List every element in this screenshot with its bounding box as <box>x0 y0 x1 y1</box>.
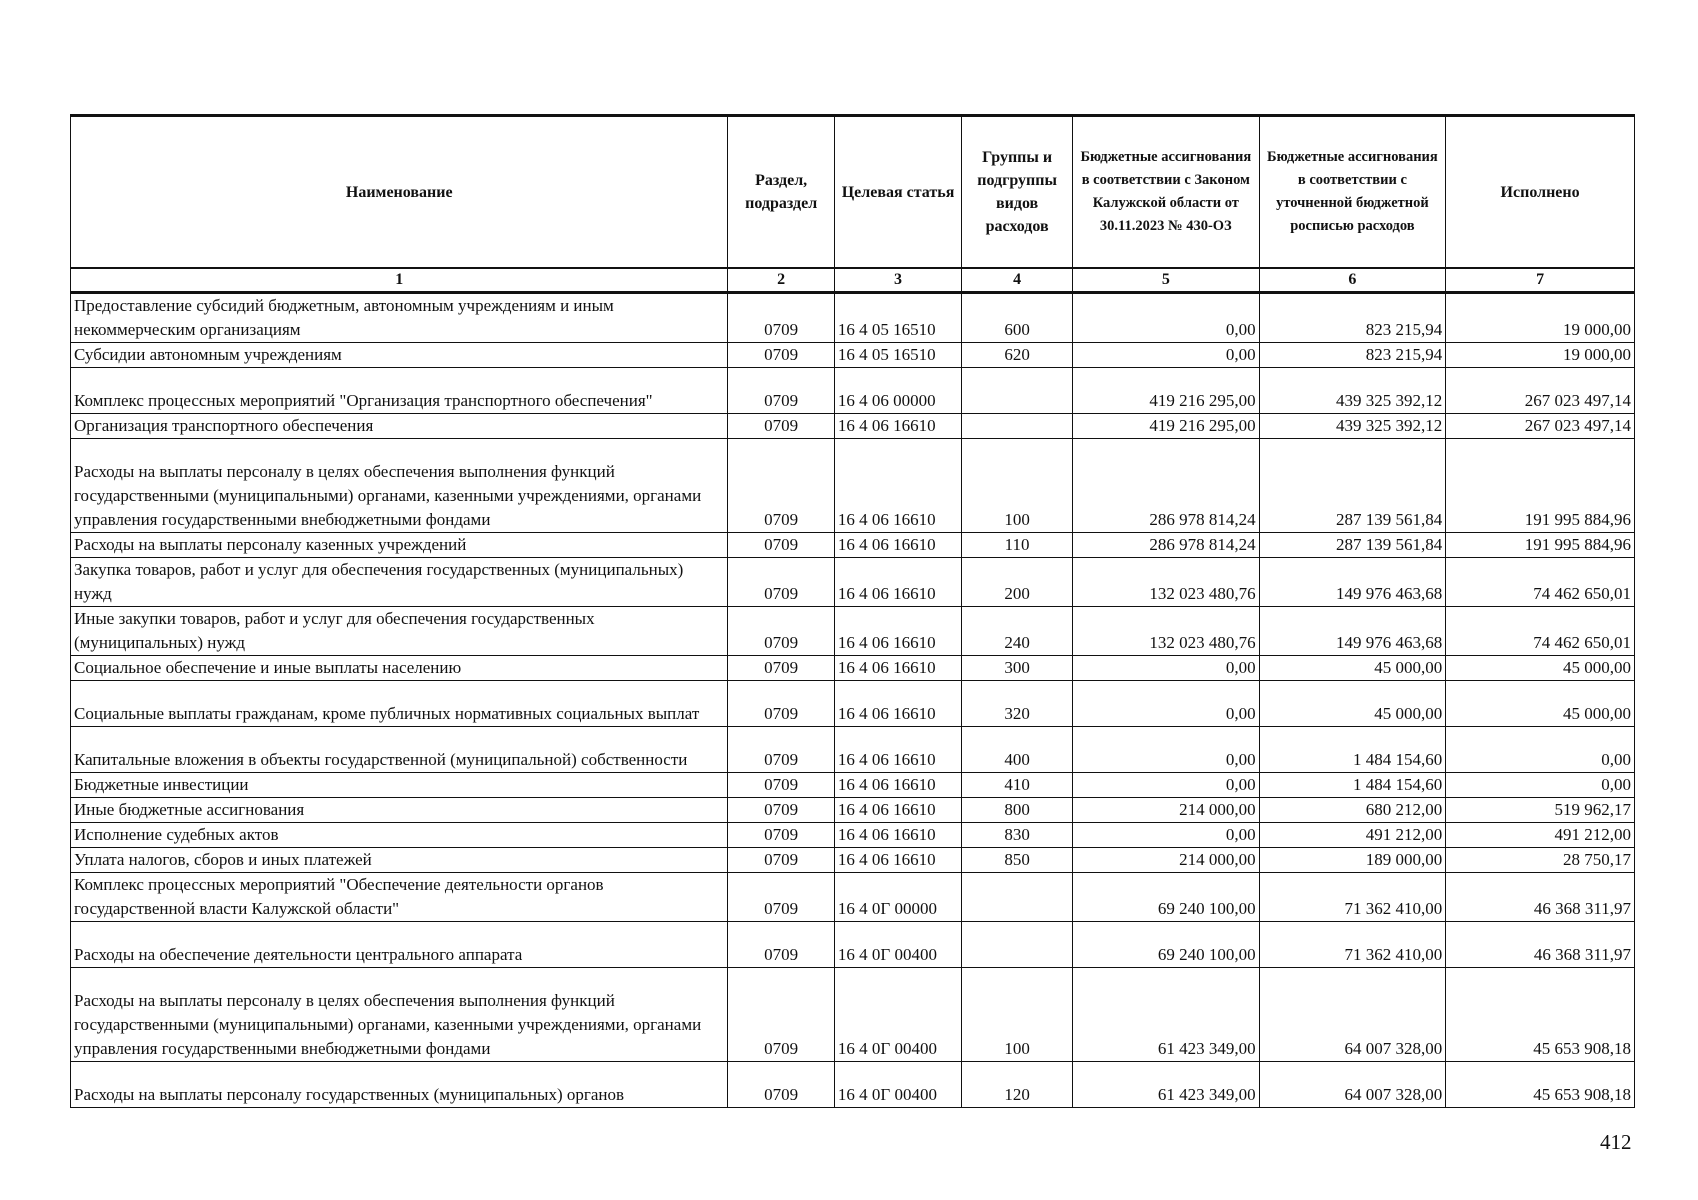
header-target: Целевая статья <box>834 116 961 269</box>
column-number: 7 <box>1446 268 1635 293</box>
row-law: 286 978 814,24 <box>1073 439 1260 533</box>
row-name: Предоставление субсидий бюджетным, автономным учреждениям и иным некоммерческим организациям <box>71 293 728 343</box>
row-group: 300 <box>962 656 1073 681</box>
row-group <box>962 873 1073 922</box>
table-row <box>71 368 1635 414</box>
header-name: Наименование <box>71 116 728 269</box>
table-row <box>71 533 1635 558</box>
row-target: 16 4 0Г 00400 <box>834 1062 961 1108</box>
row-refined: 1 484 154,60 <box>1259 773 1446 798</box>
table-row <box>71 798 1635 823</box>
budget-table <box>70 114 1635 1108</box>
row-law: 69 240 100,00 <box>1073 873 1260 922</box>
row-executed: 19 000,00 <box>1446 343 1635 368</box>
row-group: 800 <box>962 798 1073 823</box>
table-row <box>71 968 1635 1062</box>
row-executed: 491 212,00 <box>1446 823 1635 848</box>
row-law: 0,00 <box>1073 681 1260 727</box>
row-law: 0,00 <box>1073 293 1260 343</box>
row-target: 16 4 0Г 00400 <box>834 922 961 968</box>
row-group <box>962 922 1073 968</box>
column-number: 1 <box>71 268 728 293</box>
row-executed: 191 995 884,96 <box>1446 439 1635 533</box>
row-section: 0709 <box>728 823 834 848</box>
row-target: 16 4 06 16610 <box>834 607 961 656</box>
header-refined-appropriations: Бюджетные ассигнования в соответствии с уточненной бюджетной росписью расходов <box>1259 116 1446 269</box>
row-name: Комплекс процессных мероприятий "Организация транспортного обеспечения" <box>71 368 728 414</box>
row-group: 410 <box>962 773 1073 798</box>
column-number: 6 <box>1259 268 1446 293</box>
row-law: 61 423 349,00 <box>1073 968 1260 1062</box>
row-target: 16 4 06 16610 <box>834 533 961 558</box>
row-executed: 28 750,17 <box>1446 848 1635 873</box>
table-row <box>71 439 1635 533</box>
row-target: 16 4 06 16610 <box>834 656 961 681</box>
row-refined: 823 215,94 <box>1259 293 1446 343</box>
row-target: 16 4 06 00000 <box>834 368 961 414</box>
row-refined: 287 139 561,84 <box>1259 439 1446 533</box>
row-section: 0709 <box>728 368 834 414</box>
row-section: 0709 <box>728 558 834 607</box>
header-executed: Исполнено <box>1446 116 1635 269</box>
row-name: Капитальные вложения в объекты государственной (муниципальной) собственности <box>71 727 728 773</box>
row-section: 0709 <box>728 607 834 656</box>
row-executed: 45 653 908,18 <box>1446 1062 1635 1108</box>
row-executed: 19 000,00 <box>1446 293 1635 343</box>
row-group: 100 <box>962 968 1073 1062</box>
row-refined: 1 484 154,60 <box>1259 727 1446 773</box>
row-name: Бюджетные инвестиции <box>71 773 728 798</box>
row-refined: 149 976 463,68 <box>1259 607 1446 656</box>
row-section: 0709 <box>728 848 834 873</box>
row-refined: 439 325 392,12 <box>1259 368 1446 414</box>
row-law: 419 216 295,00 <box>1073 414 1260 439</box>
row-section: 0709 <box>728 343 834 368</box>
table-row <box>71 773 1635 798</box>
table-row <box>71 681 1635 727</box>
row-section: 0709 <box>728 873 834 922</box>
row-name: Социальное обеспечение и иные выплаты населению <box>71 656 728 681</box>
row-law: 69 240 100,00 <box>1073 922 1260 968</box>
row-executed: 0,00 <box>1446 727 1635 773</box>
row-executed: 45 000,00 <box>1446 681 1635 727</box>
column-number: 3 <box>834 268 961 293</box>
row-refined: 287 139 561,84 <box>1259 533 1446 558</box>
row-section: 0709 <box>728 922 834 968</box>
row-group: 400 <box>962 727 1073 773</box>
page-number: 412 <box>1600 1130 1632 1154</box>
row-executed: 46 368 311,97 <box>1446 873 1635 922</box>
row-section: 0709 <box>728 968 834 1062</box>
row-target: 16 4 0Г 00000 <box>834 873 961 922</box>
row-section: 0709 <box>728 293 834 343</box>
row-group: 200 <box>962 558 1073 607</box>
row-refined: 439 325 392,12 <box>1259 414 1446 439</box>
row-executed: 267 023 497,14 <box>1446 368 1635 414</box>
table-row <box>71 293 1635 343</box>
header-law-appropriations: Бюджетные ассигнования в соответствии с Законом Калужской области от 30.11.2023 № 430-ОЗ <box>1073 116 1260 269</box>
row-target: 16 4 06 16610 <box>834 681 961 727</box>
table-row <box>71 1062 1635 1108</box>
table-row <box>71 922 1635 968</box>
header-section: Раздел, подраздел <box>728 116 834 269</box>
row-target: 16 4 06 16610 <box>834 558 961 607</box>
row-name: Иные бюджетные ассигнования <box>71 798 728 823</box>
row-section: 0709 <box>728 439 834 533</box>
row-law: 0,00 <box>1073 823 1260 848</box>
table-header-row <box>71 116 1635 269</box>
row-refined: 64 007 328,00 <box>1259 968 1446 1062</box>
row-law: 61 423 349,00 <box>1073 1062 1260 1108</box>
row-target: 16 4 06 16610 <box>834 848 961 873</box>
row-group: 120 <box>962 1062 1073 1108</box>
row-section: 0709 <box>728 656 834 681</box>
row-executed: 74 462 650,01 <box>1446 558 1635 607</box>
column-number: 4 <box>962 268 1073 293</box>
row-executed: 46 368 311,97 <box>1446 922 1635 968</box>
table-row <box>71 656 1635 681</box>
column-number: 2 <box>728 268 834 293</box>
row-executed: 45 653 908,18 <box>1446 968 1635 1062</box>
row-executed: 45 000,00 <box>1446 656 1635 681</box>
row-group: 240 <box>962 607 1073 656</box>
table-row <box>71 558 1635 607</box>
row-target: 16 4 06 16610 <box>834 773 961 798</box>
row-group: 100 <box>962 439 1073 533</box>
row-law: 132 023 480,76 <box>1073 558 1260 607</box>
table-row <box>71 873 1635 922</box>
column-number-row <box>71 268 1635 293</box>
table-row <box>71 727 1635 773</box>
row-name: Расходы на выплаты персоналу казенных учреждений <box>71 533 728 558</box>
row-target: 16 4 0Г 00400 <box>834 968 961 1062</box>
row-name: Исполнение судебных актов <box>71 823 728 848</box>
row-group: 850 <box>962 848 1073 873</box>
row-section: 0709 <box>728 798 834 823</box>
row-target: 16 4 05 16510 <box>834 293 961 343</box>
row-refined: 71 362 410,00 <box>1259 922 1446 968</box>
row-group: 620 <box>962 343 1073 368</box>
row-refined: 45 000,00 <box>1259 656 1446 681</box>
row-section: 0709 <box>728 727 834 773</box>
table-row <box>71 607 1635 656</box>
row-target: 16 4 06 16610 <box>834 798 961 823</box>
row-target: 16 4 06 16610 <box>834 823 961 848</box>
row-name: Расходы на обеспечение деятельности центрального аппарата <box>71 922 728 968</box>
row-refined: 71 362 410,00 <box>1259 873 1446 922</box>
row-law: 0,00 <box>1073 727 1260 773</box>
row-refined: 64 007 328,00 <box>1259 1062 1446 1108</box>
row-law: 132 023 480,76 <box>1073 607 1260 656</box>
row-law: 0,00 <box>1073 773 1260 798</box>
table-row <box>71 848 1635 873</box>
row-section: 0709 <box>728 681 834 727</box>
column-number: 5 <box>1073 268 1260 293</box>
row-group: 830 <box>962 823 1073 848</box>
row-name: Комплекс процессных мероприятий "Обеспечение деятельности органов государственной власти Калужской области" <box>71 873 728 922</box>
row-law: 286 978 814,24 <box>1073 533 1260 558</box>
table-row <box>71 414 1635 439</box>
row-section: 0709 <box>728 533 834 558</box>
row-law: 0,00 <box>1073 343 1260 368</box>
header-groups: Группы и подгруппы видов расходов <box>962 116 1073 269</box>
row-name: Закупка товаров, работ и услуг для обеспечения государственных (муниципальных) нужд <box>71 558 728 607</box>
row-section: 0709 <box>728 1062 834 1108</box>
row-executed: 519 962,17 <box>1446 798 1635 823</box>
row-refined: 491 212,00 <box>1259 823 1446 848</box>
row-refined: 149 976 463,68 <box>1259 558 1446 607</box>
row-refined: 189 000,00 <box>1259 848 1446 873</box>
row-name: Уплата налогов, сборов и иных платежей <box>71 848 728 873</box>
row-executed: 74 462 650,01 <box>1446 607 1635 656</box>
row-executed: 267 023 497,14 <box>1446 414 1635 439</box>
row-target: 16 4 06 16610 <box>834 439 961 533</box>
row-name: Организация транспортного обеспечения <box>71 414 728 439</box>
row-name: Социальные выплаты гражданам, кроме публичных нормативных социальных выплат <box>71 681 728 727</box>
row-name: Расходы на выплаты персоналу государственных (муниципальных) органов <box>71 1062 728 1108</box>
row-group: 110 <box>962 533 1073 558</box>
row-target: 16 4 06 16610 <box>834 414 961 439</box>
table-row <box>71 343 1635 368</box>
row-refined: 823 215,94 <box>1259 343 1446 368</box>
row-section: 0709 <box>728 773 834 798</box>
row-target: 16 4 06 16610 <box>834 727 961 773</box>
row-refined: 45 000,00 <box>1259 681 1446 727</box>
row-law: 214 000,00 <box>1073 798 1260 823</box>
row-group: 600 <box>962 293 1073 343</box>
row-section: 0709 <box>728 414 834 439</box>
row-group <box>962 368 1073 414</box>
row-group <box>962 414 1073 439</box>
row-target: 16 4 05 16510 <box>834 343 961 368</box>
row-name: Расходы на выплаты персоналу в целях обеспечения выполнения функций государственными (муниципальными) органами, казенными учреждениями, органами управления государственными внебюджетными фондами <box>71 968 728 1062</box>
row-group: 320 <box>962 681 1073 727</box>
row-law: 419 216 295,00 <box>1073 368 1260 414</box>
row-name: Иные закупки товаров, работ и услуг для обеспечения государственных (муниципальных) нужд <box>71 607 728 656</box>
row-executed: 0,00 <box>1446 773 1635 798</box>
row-name: Субсидии автономным учреждениям <box>71 343 728 368</box>
row-refined: 680 212,00 <box>1259 798 1446 823</box>
row-law: 0,00 <box>1073 656 1260 681</box>
row-name: Расходы на выплаты персоналу в целях обеспечения выполнения функций государственными (муниципальными) органами, казенными учреждениями, органами управления государственными внебюджетными фондами <box>71 439 728 533</box>
row-executed: 191 995 884,96 <box>1446 533 1635 558</box>
row-law: 214 000,00 <box>1073 848 1260 873</box>
table-row <box>71 823 1635 848</box>
